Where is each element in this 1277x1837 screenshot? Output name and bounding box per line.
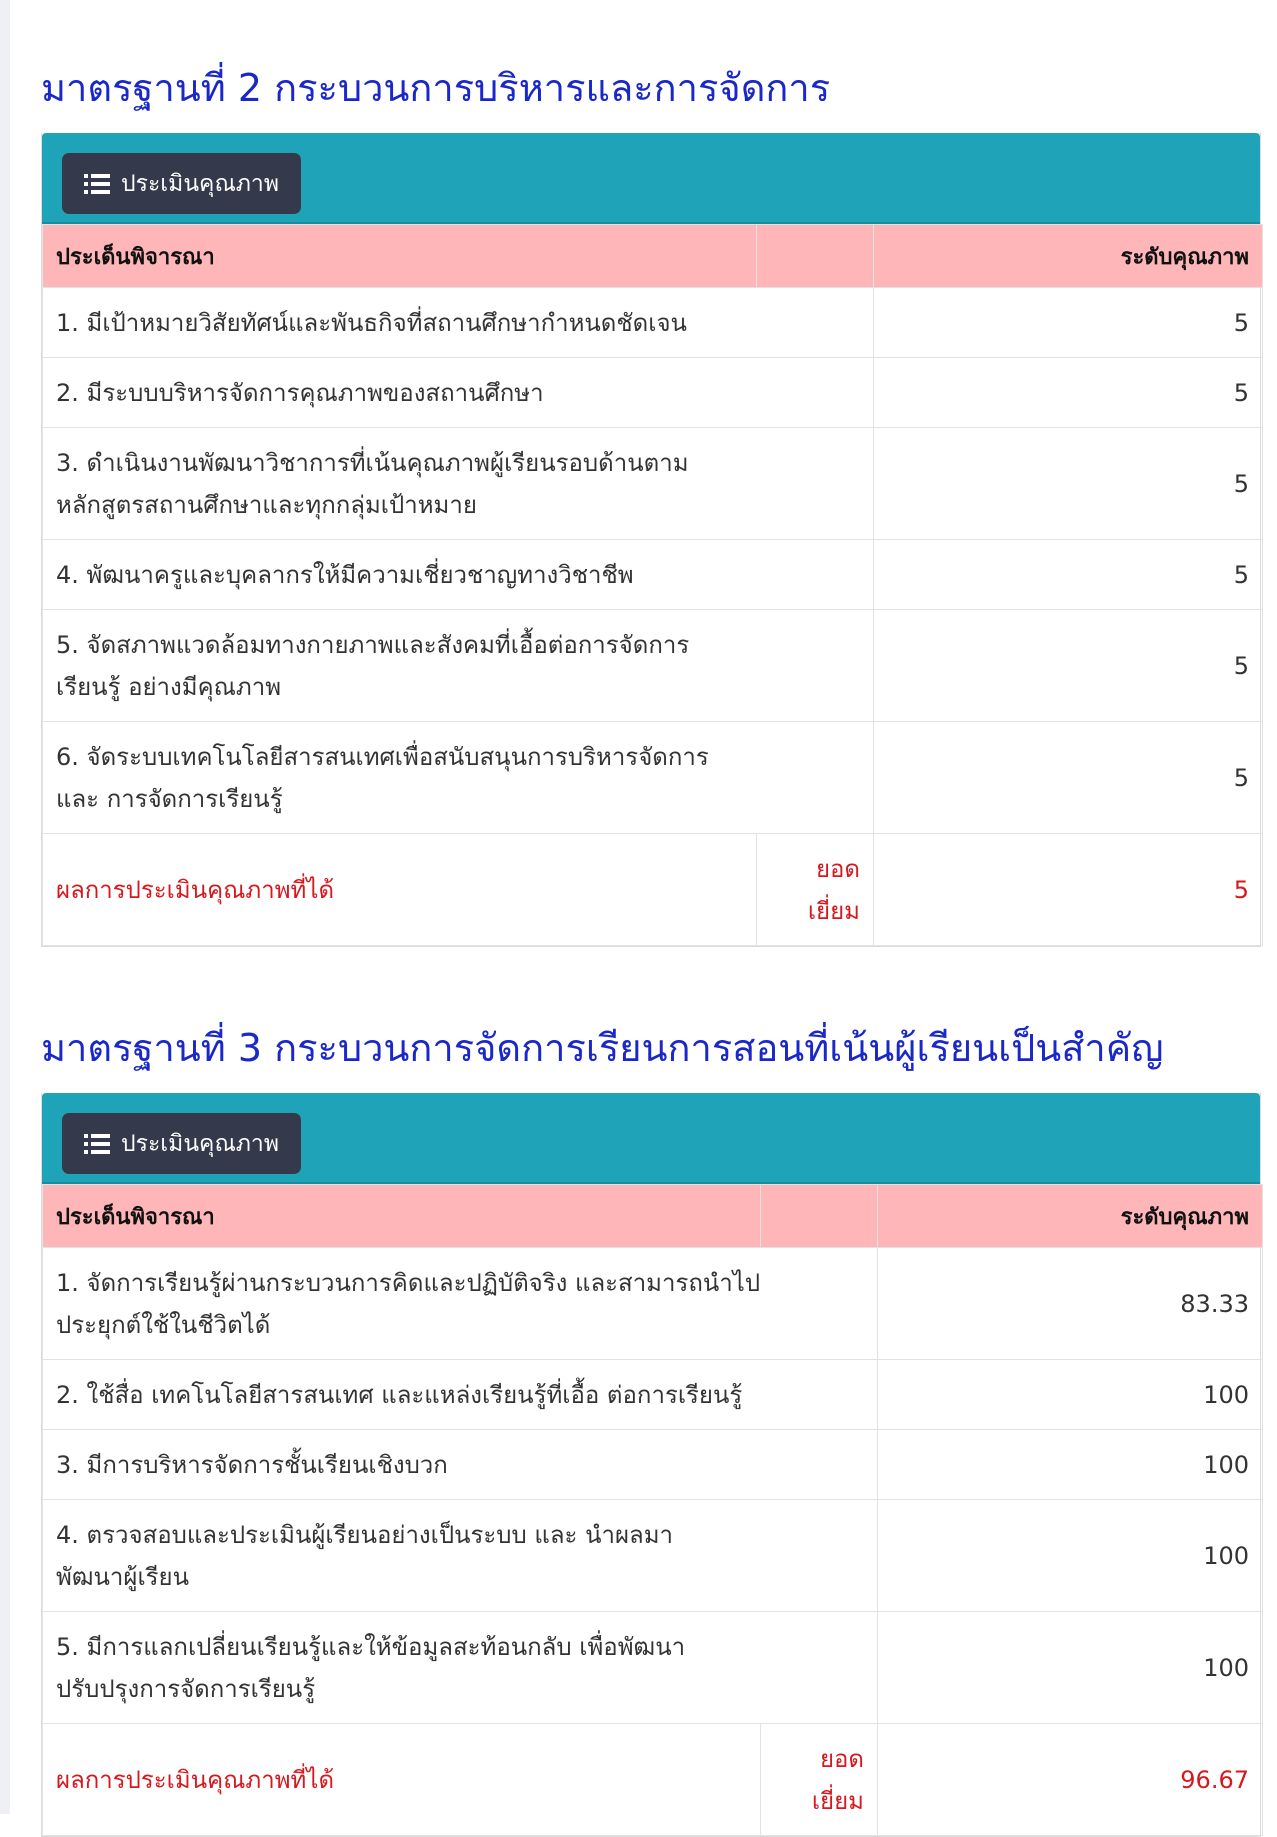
criteria-text: 1. มีเป้าหมายวิสัยทัศน์และพันธกิจที่สถานศึกษากำหนดชัดเจน bbox=[43, 288, 874, 358]
criteria-text-inner: 6. จัดระบบเทคโนโลยีสารสนเทศเพื่อสนับสนุนการบริหารจัดการและ การจัดการเรียนรู้ bbox=[56, 742, 709, 813]
criteria-value: 83.33 bbox=[878, 1248, 1263, 1360]
criteria-value: 100 bbox=[878, 1360, 1263, 1430]
criteria-value: 100 bbox=[878, 1612, 1263, 1724]
criteria-table bbox=[42, 224, 1263, 946]
table-row bbox=[43, 1500, 1263, 1612]
criteria-text bbox=[43, 1248, 878, 1360]
criteria-header: ประเด็นพิจารณา bbox=[43, 1185, 761, 1248]
result-level-inner: ยอดเยี่ยม bbox=[811, 1744, 864, 1815]
criteria-value: 5 bbox=[874, 722, 1263, 834]
assess-button-label: ประเมินคุณภาพ bbox=[121, 170, 280, 197]
table-header-row bbox=[43, 225, 1263, 288]
result-value: 96.67 bbox=[878, 1724, 1263, 1836]
criteria-text bbox=[43, 428, 874, 540]
criteria-value: 5 bbox=[874, 428, 1263, 540]
result-level-inner: ยอดเยี่ยม bbox=[807, 854, 860, 925]
criteria-text-inner: 1. จัดการเรียนรู้ผ่านกระบวนการคิดและปฏิบัติจริง และสามารถนำไปประยุกต์ใช้ในชีวิตได้ bbox=[56, 1268, 761, 1339]
result-level-text bbox=[761, 1724, 878, 1836]
table-row bbox=[43, 722, 1263, 834]
table-row bbox=[43, 358, 1263, 428]
criteria-value: 100 bbox=[878, 1500, 1263, 1612]
table-row bbox=[43, 540, 1263, 610]
criteria-header: ประเด็นพิจารณา bbox=[43, 225, 757, 288]
list-icon bbox=[84, 173, 110, 195]
assessment-card bbox=[41, 1093, 1261, 1837]
result-level-text bbox=[757, 834, 874, 946]
criteria-text: 4. พัฒนาครูและบุคลากรให้มีความเชี่ยวชาญทางวิชาชีพ bbox=[43, 540, 874, 610]
table-row bbox=[43, 1248, 1263, 1360]
result-row bbox=[43, 834, 1263, 946]
table-row bbox=[43, 1612, 1263, 1724]
criteria-value: 5 bbox=[874, 610, 1263, 722]
assessment-card bbox=[41, 133, 1261, 947]
criteria-text bbox=[43, 1500, 878, 1612]
standard-3-section bbox=[41, 1024, 1261, 1837]
assess-button-label: ประเมินคุณภาพ bbox=[121, 1130, 280, 1157]
middle-header bbox=[757, 225, 874, 288]
table-row bbox=[43, 428, 1263, 540]
left-edge-strip bbox=[0, 0, 10, 1814]
criteria-text bbox=[43, 722, 874, 834]
quality-level-header: ระดับคุณภาพ bbox=[878, 1185, 1263, 1248]
criteria-text-inner: 5. จัดสภาพแวดล้อมทางกายภาพและสังคมที่เอื้อต่อการจัดการเรียนรู้ อย่างมีคุณภาพ bbox=[56, 630, 690, 701]
criteria-value: 5 bbox=[874, 540, 1263, 610]
assess-quality-button[interactable] bbox=[62, 153, 301, 214]
table-row bbox=[43, 288, 1263, 358]
table-row bbox=[43, 1430, 1263, 1500]
criteria-text bbox=[43, 1612, 878, 1724]
criteria-text-inner: 4. ตรวจสอบและประเมินผู้เรียนอย่างเป็นระบบ และ นำผลมาพัฒนาผู้เรียน bbox=[56, 1520, 674, 1591]
criteria-value: 5 bbox=[874, 288, 1263, 358]
result-label: ผลการประเมินคุณภาพที่ได้ bbox=[43, 1724, 761, 1836]
standard-2-section bbox=[41, 64, 1261, 947]
table-row bbox=[43, 610, 1263, 722]
table-header-row bbox=[43, 1185, 1263, 1248]
card-header bbox=[42, 133, 1260, 224]
list-icon bbox=[84, 1133, 110, 1155]
standard-title: มาตรฐานที่ 2 กระบวนการบริหารและการจัดการ bbox=[41, 66, 831, 110]
criteria-text-inner: 3. ดำเนินงานพัฒนาวิชาการที่เน้นคุณภาพผู้เรียนรอบด้านตามหลักสูตรสถานศึกษาและทุกกลุ่มเป้าหมาย bbox=[56, 448, 689, 519]
result-label: ผลการประเมินคุณภาพที่ได้ bbox=[43, 834, 757, 946]
criteria-table bbox=[42, 1184, 1263, 1836]
criteria-value: 5 bbox=[874, 358, 1263, 428]
result-row bbox=[43, 1724, 1263, 1836]
assess-quality-button[interactable] bbox=[62, 1113, 301, 1174]
criteria-text: 2. มีระบบบริหารจัดการคุณภาพของสถานศึกษา bbox=[43, 358, 874, 428]
table-row bbox=[43, 1360, 1263, 1430]
result-value: 5 bbox=[874, 834, 1263, 946]
card-header bbox=[42, 1093, 1260, 1184]
criteria-text: 3. มีการบริหารจัดการชั้นเรียนเชิงบวก bbox=[43, 1430, 878, 1500]
quality-level-header: ระดับคุณภาพ bbox=[874, 225, 1263, 288]
standard-title: มาตรฐานที่ 3 กระบวนการจัดการเรียนการสอนที่เน้นผู้เรียนเป็นสำคัญ bbox=[41, 1026, 1164, 1070]
middle-header bbox=[761, 1185, 878, 1248]
criteria-text-inner: 5. มีการแลกเปลี่ยนเรียนรู้และให้ข้อมูลสะท้อนกลับ เพื่อพัฒนาปรับปรุงการจัดการเรียนรู้ bbox=[56, 1632, 686, 1703]
criteria-text bbox=[43, 610, 874, 722]
criteria-text: 2. ใช้สื่อ เทคโนโลยีสารสนเทศ และแหล่งเรียนรู้ที่เอื้อ ต่อการเรียนรู้ bbox=[43, 1360, 878, 1430]
criteria-value: 100 bbox=[878, 1430, 1263, 1500]
